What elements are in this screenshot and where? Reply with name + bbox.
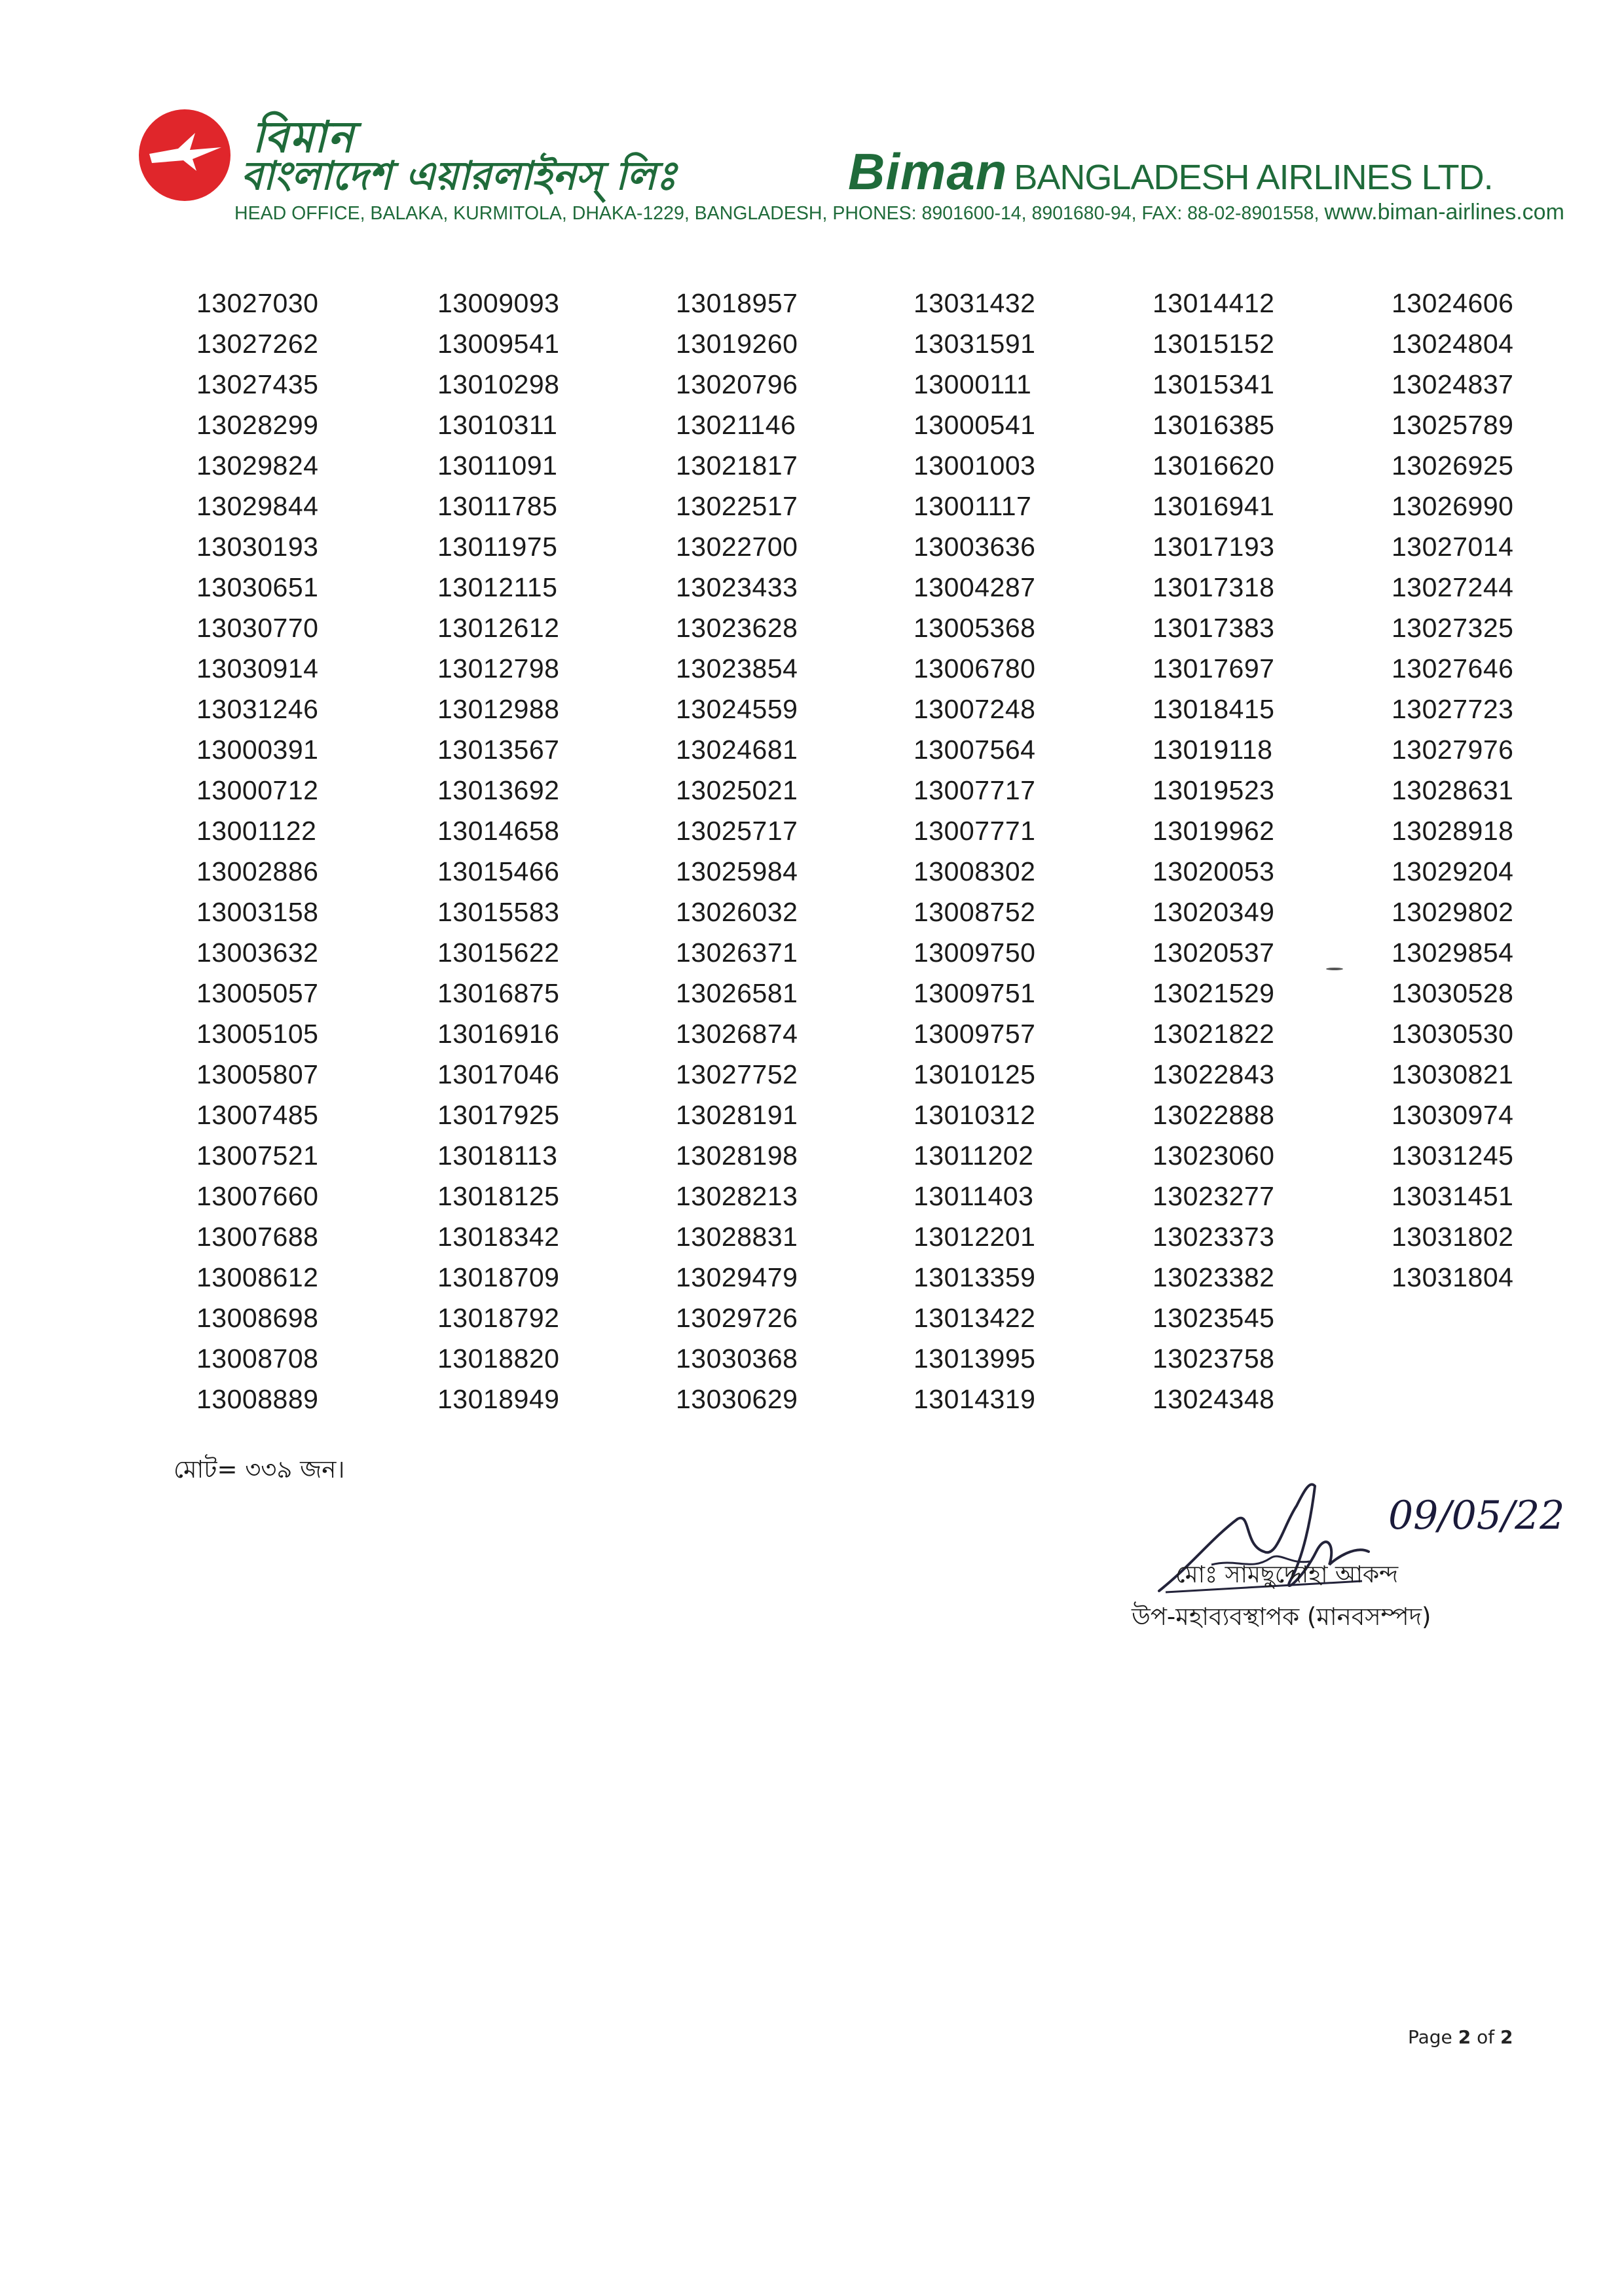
roll-number-cell: 13018957 [676, 288, 798, 318]
roll-number-cell: 13001122 [196, 816, 317, 846]
roll-number-cell: 13016941 [1153, 491, 1275, 521]
roll-number-cell: 13019962 [1153, 816, 1275, 846]
roll-number-cell: 13017193 [1153, 532, 1275, 562]
roll-number-cell: 13018113 [437, 1140, 558, 1171]
roll-number-cell: 13005057 [196, 978, 319, 1008]
roll-number-cell: 13021822 [1153, 1019, 1275, 1049]
roll-number-cell: 13013422 [913, 1303, 1036, 1333]
roll-number-cell: 13017046 [437, 1059, 560, 1089]
roll-number-cell: 13015152 [1153, 329, 1275, 359]
roll-number-cell: 13028631 [1392, 775, 1514, 805]
roll-number-cell: 13030528 [1392, 978, 1514, 1008]
roll-number-cell: 13029854 [1392, 938, 1514, 968]
roll-number-cell: 13005368 [913, 613, 1036, 643]
roll-number-cell: 13028918 [1392, 816, 1514, 846]
page-total: 2 [1500, 2026, 1513, 2048]
roll-number-cell: 13031245 [1392, 1140, 1514, 1171]
roll-number-cell: 13029479 [676, 1262, 798, 1292]
roll-number-cell: 13023060 [1153, 1140, 1275, 1171]
roll-number-cell: 13009751 [913, 978, 1036, 1008]
roll-number-cell: 13007485 [196, 1100, 319, 1130]
company-name-bangla-line1: বিমান [252, 112, 355, 162]
roll-number-cell: 13029824 [196, 450, 319, 481]
roll-number-cell: 13001003 [913, 450, 1036, 481]
roll-number-cell: 13002886 [196, 856, 319, 886]
roll-number-cell: 13022517 [676, 491, 798, 521]
roll-number-cell: 13005807 [196, 1059, 319, 1089]
roll-number-cell: 13003158 [196, 897, 319, 927]
roll-number-cell: 13016385 [1153, 410, 1275, 440]
roll-number-cell: 13011975 [437, 532, 558, 562]
roll-number-cell: 13006780 [913, 653, 1036, 683]
roll-number-cell: 13020349 [1153, 897, 1275, 927]
roll-number-cell: 13020537 [1153, 938, 1275, 968]
roll-number-cell: 13007688 [196, 1222, 319, 1252]
roll-number-cell: 13000541 [913, 410, 1036, 440]
roll-number-cell: 13024804 [1392, 329, 1514, 359]
roll-number-cell: 13007248 [913, 694, 1036, 724]
signer-designation: উপ-মহাব্যবস্থাপক (মানবসম্পদ) [1132, 1603, 1431, 1631]
roll-number-cell: 13010311 [437, 410, 558, 440]
total-count: মোট= ৩৩৯ জন। [174, 1455, 345, 1484]
roll-number-cell: 13023277 [1153, 1181, 1275, 1211]
roll-number-cell: 13008752 [913, 897, 1036, 927]
roll-number-cell: 13014319 [913, 1384, 1036, 1414]
roll-number-cell: 13024837 [1392, 369, 1514, 399]
roll-number-cell: 13011403 [913, 1181, 1034, 1211]
roll-number-cell: 13028831 [676, 1222, 798, 1252]
roll-number-cell: 13030368 [676, 1343, 798, 1374]
roll-number-cell: 13026990 [1392, 491, 1514, 521]
roll-number-cell: 13013995 [913, 1343, 1036, 1374]
roll-number-cell: 13015583 [437, 897, 560, 927]
roll-number-cell: 13009750 [913, 938, 1036, 968]
roll-number-cell: 13008889 [196, 1384, 319, 1414]
roll-number-cell: 13000391 [196, 735, 319, 765]
roll-number-cell: 13026925 [1392, 450, 1514, 481]
roll-number-cell: 13007521 [196, 1140, 319, 1171]
roll-number-cell: 13007717 [913, 775, 1036, 805]
roll-number-cell: 13031804 [1392, 1262, 1514, 1292]
roll-number-cell: 13004287 [913, 572, 1036, 602]
roll-number-cell: 13015622 [437, 938, 560, 968]
roll-number-cell: 13014412 [1153, 288, 1275, 318]
roll-number-cell: 13029802 [1392, 897, 1514, 927]
roll-number-cell: 13025717 [676, 816, 798, 846]
roll-number-cell: 13018820 [437, 1343, 560, 1374]
head-office-address [234, 200, 1564, 225]
roll-number-cell: 13016875 [437, 978, 560, 1008]
signer-name: মোঃ সামছুদ্দোহা আকন্দ [1175, 1561, 1399, 1588]
page-number [1408, 2026, 1513, 2048]
roll-number-cell: 13017383 [1153, 613, 1275, 643]
roll-number-cell: 13021529 [1153, 978, 1275, 1008]
roll-number-cell: 13028213 [676, 1181, 798, 1211]
roll-number-cell: 13005105 [196, 1019, 319, 1049]
company-name-rest: BANGLADESH AIRLINES LTD. [1014, 158, 1493, 197]
roll-number-cell: 13017318 [1153, 572, 1275, 602]
address-text: HEAD OFFICE, BALAKA, KURMITOLA, DHAKA-1229, BANGLADESH, PHONES: 8901600-14, 8901680-94, FAX: 88-02-8901558, [234, 203, 1320, 224]
roll-number-cell: 13030193 [196, 532, 319, 562]
roll-number-cell: 13018792 [437, 1303, 560, 1333]
roll-number-cell: 13031451 [1392, 1181, 1514, 1211]
roll-number-cell: 13023628 [676, 613, 798, 643]
roll-number-cell: 13011202 [913, 1140, 1034, 1171]
roll-number-cell: 13013692 [437, 775, 560, 805]
roll-number-cell: 13025789 [1392, 410, 1514, 440]
roll-number-cell: 13018125 [437, 1181, 560, 1211]
roll-number-cell: 13026874 [676, 1019, 798, 1049]
roll-number-cell: 13023854 [676, 653, 798, 683]
roll-number-cell: 13027976 [1392, 735, 1514, 765]
roll-number-cell: 13021817 [676, 450, 798, 481]
roll-number-cell: 13015341 [1153, 369, 1275, 399]
roll-number-cell: 13023545 [1153, 1303, 1275, 1333]
roll-number-cell: 13012798 [437, 653, 560, 683]
roll-number-cell: 13003632 [196, 938, 319, 968]
roll-number-cell: 13012201 [913, 1222, 1036, 1252]
roll-number-cell: 13025984 [676, 856, 798, 886]
roll-number-cell: 13019260 [676, 329, 798, 359]
roll-number-cell: 13017925 [437, 1100, 560, 1130]
roll-number-cell: 13000712 [196, 775, 319, 805]
roll-number-cell: 13031246 [196, 694, 319, 724]
roll-number-cell: 13020053 [1153, 856, 1275, 886]
roll-number-cell: 13011091 [437, 450, 558, 481]
roll-number-cell: 13030530 [1392, 1019, 1514, 1049]
roll-number-cell: 13009093 [437, 288, 560, 318]
company-name-english [848, 142, 1493, 202]
roll-number-cell: 13025021 [676, 775, 798, 805]
roll-number-cell: 13026581 [676, 978, 798, 1008]
roll-number-cell: 13017697 [1153, 653, 1275, 683]
roll-number-cell: 13000111 [913, 369, 1032, 399]
roll-number-cell: 13030914 [196, 653, 319, 683]
roll-number-cell: 13029204 [1392, 856, 1514, 886]
roll-number-cell: 13030629 [676, 1384, 798, 1414]
roll-number-cell: 13012988 [437, 694, 560, 724]
roll-number-cell: 13009757 [913, 1019, 1036, 1049]
roll-number-cell: 13008302 [913, 856, 1036, 886]
roll-number-cell: 13027752 [676, 1059, 798, 1089]
roll-number-cell: 13031591 [913, 329, 1036, 359]
letterhead [138, 108, 1564, 232]
roll-number-cell: 13008612 [196, 1262, 319, 1292]
roll-number-cell: 13007564 [913, 735, 1036, 765]
company-name-bangla-line2: বাংলাদেশ এয়ারলাইনস্ লিঃ [241, 153, 677, 199]
roll-number-cell: 13007771 [913, 816, 1036, 846]
signature-date: 09/05/22 [1388, 1493, 1565, 1539]
roll-number-cell: 13023758 [1153, 1343, 1275, 1374]
roll-number-cell: 13021146 [676, 410, 796, 440]
roll-number-cell: 13022888 [1153, 1100, 1275, 1130]
roll-number-cell: 13023382 [1153, 1262, 1275, 1292]
roll-number-cell: 13030821 [1392, 1059, 1514, 1089]
roll-number-cell: 13019523 [1153, 775, 1275, 805]
website-link[interactable]: www.biman-airlines.com [1324, 200, 1564, 225]
roll-number-cell: 13027262 [196, 329, 319, 359]
roll-number-cell: 13011785 [437, 491, 558, 521]
roll-number-cell: 13018709 [437, 1262, 560, 1292]
roll-number-cell: 13028191 [676, 1100, 798, 1130]
roll-number-cell: 13027646 [1392, 653, 1514, 683]
roll-number-cell: 13027014 [1392, 532, 1514, 562]
roll-number-cell: 13031802 [1392, 1222, 1514, 1252]
roll-number-cell: 13012612 [437, 613, 560, 643]
roll-number-cell: 13028198 [676, 1140, 798, 1171]
roll-number-cell: 13007660 [196, 1181, 319, 1211]
roll-number-cell: 13029844 [196, 491, 319, 521]
company-name-biman: Biman [848, 143, 1008, 200]
roll-number-cell: 13016620 [1153, 450, 1275, 481]
biman-stork-logo-icon [138, 108, 232, 203]
roll-number-cell: 13013567 [437, 735, 560, 765]
roll-number-cell: 13009541 [437, 329, 560, 359]
page-of: of [1477, 2026, 1495, 2048]
roll-number-cell: 13010298 [437, 369, 560, 399]
roll-number-cell: 13001117 [913, 491, 1032, 521]
roll-number-cell: 13030651 [196, 572, 319, 602]
roll-number-cell: 13018342 [437, 1222, 560, 1252]
roll-number-cell: 13023433 [676, 572, 798, 602]
roll-number-cell: 13027030 [196, 288, 319, 318]
roll-number-cell: 13022843 [1153, 1059, 1275, 1089]
roll-number-cell: 13016916 [437, 1019, 560, 1049]
roll-number-cell: 13031432 [913, 288, 1036, 318]
roll-number-cell: 13027244 [1392, 572, 1514, 602]
roll-number-cell: 13008698 [196, 1303, 319, 1333]
roll-number-cell: 13028299 [196, 410, 319, 440]
roll-number-cell: 13027435 [196, 369, 319, 399]
roll-number-cell: 13024348 [1153, 1384, 1275, 1414]
roll-number-cell: 13019118 [1153, 735, 1273, 765]
roll-number-cell: 13022700 [676, 532, 798, 562]
roll-number-cell: 13015466 [437, 856, 560, 886]
page-word: Page [1408, 2026, 1452, 2048]
roll-number-cell: 13023373 [1153, 1222, 1275, 1252]
roll-number-cell: 13010125 [913, 1059, 1036, 1089]
roll-number-cell: 13010312 [913, 1100, 1036, 1130]
roll-number-cell: 13027325 [1392, 613, 1514, 643]
roll-number-cell: 13018949 [437, 1384, 560, 1414]
roll-number-cell: 13003636 [913, 532, 1036, 562]
roll-number-cell: 13030974 [1392, 1100, 1514, 1130]
roll-number-cell: 13026032 [676, 897, 798, 927]
roll-number-cell: 13024606 [1392, 288, 1514, 318]
roll-number-cell: 13020796 [676, 369, 798, 399]
roll-number-cell: 13013359 [913, 1262, 1036, 1292]
roll-number-cell: 13024681 [676, 735, 798, 765]
roll-number-cell: 13029726 [676, 1303, 798, 1333]
roll-number-cell: 13027723 [1392, 694, 1514, 724]
roll-number-cell: 13014658 [437, 816, 560, 846]
roll-number-cell: 13030770 [196, 613, 319, 643]
roll-number-cell: 13018415 [1153, 694, 1275, 724]
scan-speck [1326, 968, 1343, 970]
roll-number-cell: 13026371 [676, 938, 798, 968]
roll-number-cell: 13008708 [196, 1343, 319, 1374]
roll-number-table [196, 283, 1514, 1422]
page-current: 2 [1458, 2026, 1471, 2048]
roll-number-cell: 13024559 [676, 694, 798, 724]
roll-number-cell: 13012115 [437, 572, 558, 602]
